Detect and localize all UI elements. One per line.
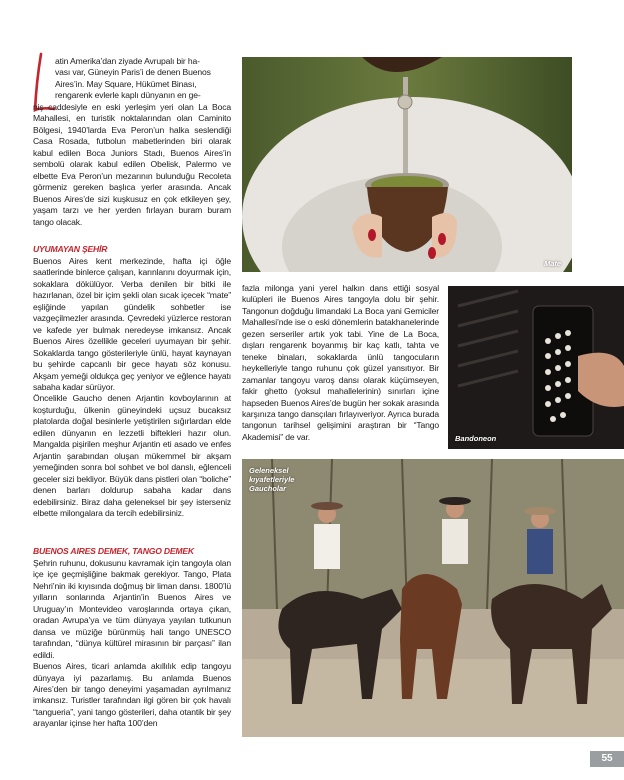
bandoneon-photo [448, 286, 624, 449]
section1-body [33, 256, 231, 519]
intro-line-4: rengarenk evlerle kaplı dünyanın en ge- [55, 90, 201, 101]
bandoneon-caption: Bandoneon [455, 434, 497, 443]
section2-paragraph-1: Şehrin ruhunu, dokusunu kavramak için tangoyla olan içe içe geçmişliğine bakmak gerekiyor. Tango, Plata Nehri’nin iki kıyısında doğmuş bir liman dansı. 1800’lü yılların sonlarında Arjantin’in Buenos Aires ve Uruguay’ın Montevideo varoşlarında ortaya çıkan, oradan Avrupa’ya ve tüm dünyaya yayılan tutkunun dansa ve müziğe bürünmüş hali tango UNESCO tarafından, “dünya kültürel mirasının bir parçası” ilan edildi. [33, 558, 231, 660]
section-heading-tango: BUENOS AIRES DEMEK, TANGO DEMEK [33, 546, 194, 556]
gaucho-photo [242, 459, 624, 737]
gaucho-caption: Geleneksel kıyafetleriyle Gaucholar [249, 466, 295, 493]
section-heading-uyumayan-sehir: UYUMAYAN ŞEHİR [33, 244, 108, 254]
intro-line-2: vası var, Güneyin Paris’i de denen Buenos [55, 67, 211, 78]
middle-column-text: fazla milonga yani yerel halkın dans ettiği sosyal kulüpleri ile Buenos Aires tangoyla dolu bir şehir. Tangonun doğduğu limandaki La Boca yani Gemiciler Mahallesi’nde ise o eski dönemlerin batakhanelerinde gezen serseriler artık yok tabi. Yine de La Boca, dışları rengarenk boyanmış bir kaç katlı, tahta ve teneke binaları, sokaklarda ünlü tangocuların heykelleriyle tango ruhunu çok güzel yansıtıyor. Bir zamanlar tangoyu varoş dansı olarak küçümseyen, fakir ghetto (yoksul mahallelerinin) sınırları içine hapseden Buenos Aires’de bugün her sokak arasında karşınıza tango dansçıları fırlayıveriyor. Ayrıca burada tangonun tarihsel gelişimini araştıran bir “Tango Akademisi” de var. [242, 283, 439, 442]
section2-body [33, 558, 231, 730]
intro-text [55, 56, 231, 102]
page-number: 55 [590, 751, 624, 767]
mate-photo [242, 57, 572, 272]
intro-line-1: atin Amerika’dan ziyade Avrupalı bir ha- [55, 56, 200, 66]
intro-paragraph: niş caddesiyle en eski yerleşim yeri olan La Boca Mahallesi, en turistik noktalarından olan Caminito Bölgesi, 1940’larda Eva Peron’un halka seslendiği Casa Rosada, futbolun mabetlerinden biri olarak kabul edilen Boca Juniors Stadı, Buenos Aires’in sembolü olarak kabul edilen Obelisk, Palermo ve elbette Eva Peron’un mezarının bulunduğu Recoleta görmeniz gereken başlıca yerler arasında. Ancak Buenos Aires’de sizi kuşkusuz en çok etkileyen şey, yaşam tarzı ve her yerden fırlayan buram buram tango olacak. [33, 102, 231, 227]
section2-paragraph-2: Buenos Aires, ticari anlamda akıllılık edip tangoyu dünyaya iyi pazarlamış. Bu anlamda Buenos Aires’den bir tango deneyimi yaşamadan ayrılmanız imkansız. Turistler tarafından ilgi gören bir çok havalı “tangueria”, yani tango gösterileri, daha otantik bir şey arayanlar içinse her hafta 100’den [33, 661, 231, 729]
intro-line-3: Aires’in. May Square, Hükümet Binası, [55, 78, 197, 89]
mate-caption: Mate [544, 259, 562, 268]
section1-paragraph-1: Buenos Aires kent merkezinde, hafta içi öğle saatlerinde binlerce çalışan, karınlarını doyurmak için, sokaklara dökülüyor. Verba denilen bir bitki ile hazırlanan, özel bir içim şekli olan sıcak içecek “mate” eşliğinde yapılan gündelik sohbetler ise vazgeçilmezler arasında. Çevredeki yüzlerce restoran ve kafede yer bulmak neredeyse imkansız. Ancak Buenos Aires özellikle geceleri uyumayan bir şehir. Sokaklarda tango gösterileriyle ünlü, hayat kaynayan bu şehirde capcanlı bir gece hayatı söz konusu. Akşam yemeği oldukça geç yeniyor ve eğlence hayatı sabaha kadar sürüyor. [33, 256, 231, 392]
section1-paragraph-2: Öncelikle Gaucho denen Arjantin kovboylarının at koşturduğu, ülkenin güneyindeki uçsuz bucaksız platolarda doğal besinlerle yetiştirilen sığırlardan elde edilen dünyanın en lezzetli biftekleri hazır olun. Mangalda pişirilen meşhur Arjantin eti asado ve enfes Arjantin şarabından oluşan mükemmel bir akşam yemeğinden sonra bol sohbet ve bol danslı, eğlenceli geceler sizi bekliyor. Büyük dans pistleri olan “boliche” denen barları doldurup sabaha kadar dans edebilirsiniz. Biraz daha geleneksel bir şey isterseniz elbette milongalara da tercih edebilirsiniz. [33, 393, 231, 518]
